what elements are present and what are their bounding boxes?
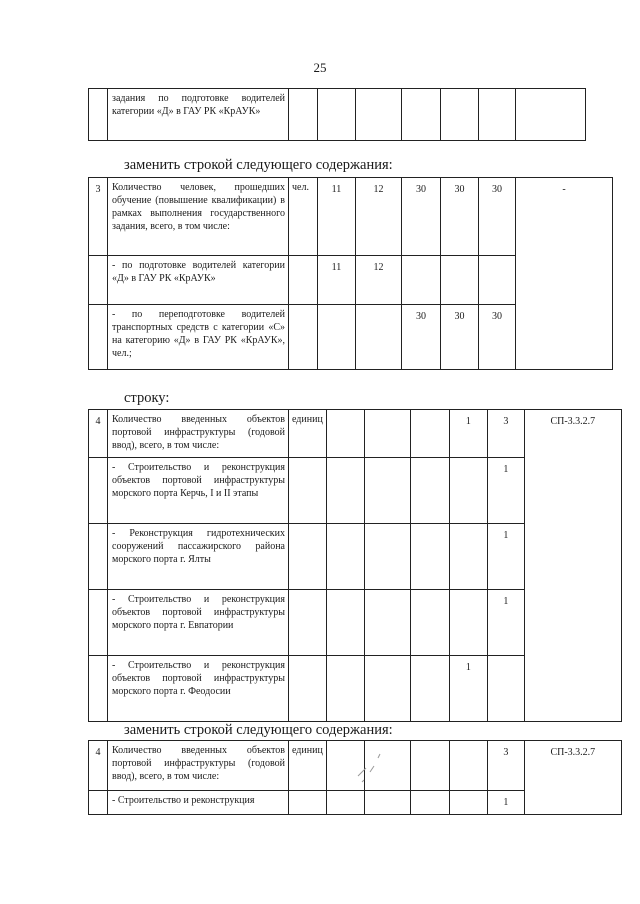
value-cell: 12 (356, 178, 402, 256)
row-number-cell (89, 524, 108, 590)
description-cell: Количество человек, прошедших обучение (повышение квалификации) в рамках выполнения государственного задания, всего, в том числе: (108, 178, 289, 256)
value-cell (449, 524, 487, 590)
value-cell (326, 524, 364, 590)
description-cell: Количество введенных объектов портовой инфраструктуры (годовой ввод), всего, в том числе: (108, 410, 289, 458)
value-cell: 1 (449, 410, 487, 458)
description-cell: задания по подготовке водителей категории «Д» в ГАУ РК «КрАУК» (108, 89, 289, 141)
value-cell (410, 656, 449, 722)
value-cell (364, 791, 410, 815)
table-3 (88, 177, 613, 370)
value-cell (318, 305, 356, 370)
value-cell (441, 89, 479, 141)
description-cell: - Строительство и реконструкция объектов портовой инфраструктуры морского порта Керчь, I и II этапы (108, 458, 289, 524)
row-number-cell: 3 (89, 178, 108, 256)
row-number-cell (89, 791, 108, 815)
table-4-old (88, 409, 622, 722)
description-cell: Количество введенных объектов портовой инфраструктуры (годовой ввод), всего, в том числе: (108, 741, 289, 791)
value-cell: 3 (487, 741, 524, 791)
value-cell (441, 256, 479, 305)
value-cell: 11 (318, 178, 356, 256)
value-cell: 12 (356, 256, 402, 305)
value-cell: 30 (479, 305, 516, 370)
row-number-cell: 4 (89, 410, 108, 458)
row-number-cell (89, 590, 108, 656)
scan-mark (352, 748, 392, 788)
value-cell: 30 (441, 305, 479, 370)
value-cell (364, 524, 410, 590)
description-cell: - Строительство и реконструкция объектов портовой инфраструктуры морского порта г. Евпатории (108, 590, 289, 656)
unit-cell (289, 305, 318, 370)
table-top (88, 88, 586, 141)
description-cell: - по подготовке водителей категории «Д» в ГАУ РК «КрАУК» (108, 256, 289, 305)
value-cell (364, 458, 410, 524)
value-cell: 1 (487, 458, 524, 524)
unit-cell (289, 656, 327, 722)
value-cell: 1 (487, 524, 524, 590)
code-cell: СП-3.3.2.7 (524, 410, 621, 722)
value-cell (326, 791, 364, 815)
row-number-cell: 4 (89, 741, 108, 791)
table-row (89, 89, 586, 141)
unit-cell: чел. (289, 178, 318, 256)
value-cell (326, 410, 364, 458)
value-cell (479, 256, 516, 305)
value-cell: 3 (487, 410, 524, 458)
unit-cell (289, 89, 318, 141)
value-cell: 1 (487, 590, 524, 656)
value-cell: 11 (318, 256, 356, 305)
unit-cell (289, 256, 318, 305)
value-cell (364, 410, 410, 458)
value-cell (410, 590, 449, 656)
value-cell (410, 524, 449, 590)
value-cell (449, 791, 487, 815)
row-number-cell (89, 256, 108, 305)
row-number-cell (89, 458, 108, 524)
value-cell: 30 (402, 305, 441, 370)
replace-heading-2: заменить строкой следующего содержания: (124, 722, 393, 738)
value-cell (326, 458, 364, 524)
value-cell (449, 458, 487, 524)
value-cell (449, 590, 487, 656)
value-cell (449, 741, 487, 791)
row-number-cell (89, 305, 108, 370)
value-cell (364, 590, 410, 656)
value-cell (356, 305, 402, 370)
description-cell: - по переподготовке водителей транспортных средств с категории «С» на категорию «Д» в ГАУ РК «КрАУК», чел.; (108, 305, 289, 370)
description-cell: - Строительство и реконструкция объектов портовой инфраструктуры морского порта г. Феодосии (108, 656, 289, 722)
value-cell (356, 89, 402, 141)
value-cell: 30 (479, 178, 516, 256)
unit-cell: единиц (289, 410, 327, 458)
value-cell (402, 256, 441, 305)
row-number-cell (89, 656, 108, 722)
value-cell (318, 89, 356, 141)
value-cell: 30 (402, 178, 441, 256)
description-cell: - Реконструкция гидротехнических сооружений пассажирского района морского порта г. Ялты (108, 524, 289, 590)
page-number: 25 (313, 60, 327, 75)
value-cell (410, 458, 449, 524)
value-cell (326, 656, 364, 722)
value-cell (410, 791, 449, 815)
description-cell: - Строительство и реконструкция (108, 791, 289, 815)
value-cell: 30 (441, 178, 479, 256)
table-row (89, 410, 622, 458)
value-cell (402, 89, 441, 141)
row-number-cell (89, 89, 108, 141)
replace-heading-1: заменить строкой следующего содержания: (124, 157, 393, 173)
line-heading: строку: (124, 390, 170, 406)
unit-cell: единиц (289, 741, 327, 791)
value-cell (410, 410, 449, 458)
unit-cell (289, 524, 327, 590)
value-cell (479, 89, 516, 141)
value-cell (487, 656, 524, 722)
code-cell: - (516, 178, 613, 370)
table-row (89, 178, 613, 256)
value-cell: 1 (449, 656, 487, 722)
value-cell (326, 590, 364, 656)
unit-cell (289, 590, 327, 656)
code-cell: СП-3.3.2.7 (524, 741, 621, 815)
unit-cell (289, 791, 327, 815)
unit-cell (289, 458, 327, 524)
code-cell (516, 89, 586, 141)
value-cell: 1 (487, 791, 524, 815)
value-cell (364, 656, 410, 722)
value-cell (410, 741, 449, 791)
